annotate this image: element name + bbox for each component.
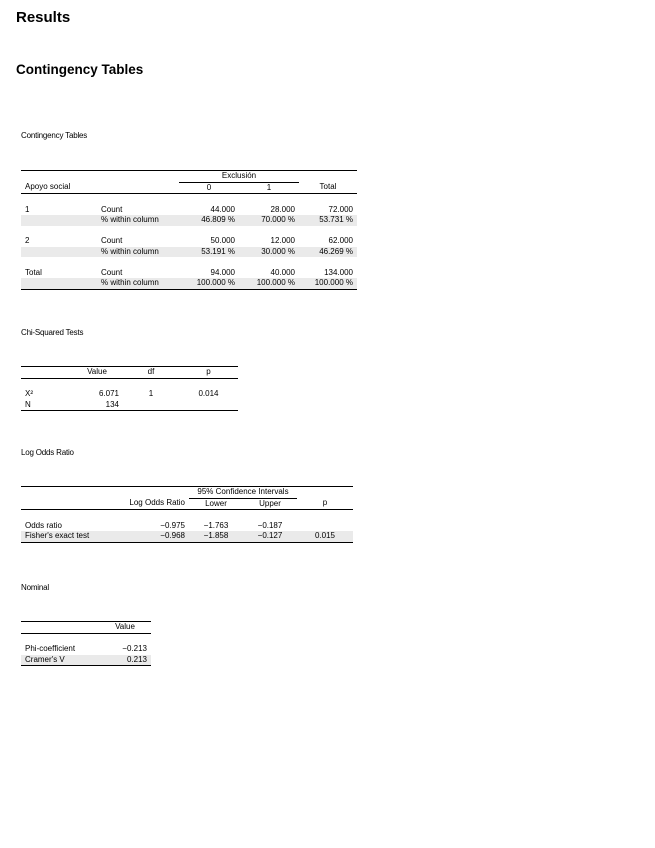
table-row: Phi-coefficient −0.213 [25,644,147,653]
table-row: 2 Count 50.000 12.000 62.000 [25,236,353,245]
logodds-table: 95% Confidence Intervals Log Odds Ratio Lower Upper p Odds ratio −0.975 −1.763 −0.187 Fisher's exact test −0.968 −1.858 −0.127 0.015 [21,486,353,543]
table-row: N 134 [25,399,119,409]
col-header-1: 1 [239,182,299,194]
nominal-table: Value Phi-coefficient −0.213 Cramer's V 0.213 [21,621,151,666]
table-row: Cramer's V 0.213 [21,655,151,666]
section-title: Contingency Tables [16,62,144,77]
col-header-total: Total [299,182,357,194]
nominal-caption: Nominal [21,583,49,592]
page-title: Results [16,9,71,26]
table-row: % within column 100.000 % 100.000 % 100.000 % [21,278,357,289]
row-var-header: Apoyo social [21,182,97,194]
contingency-caption: Contingency Tables [21,131,88,140]
col-header-0: 0 [179,182,239,194]
table-row: % within column 46.809 % 70.000 % 53.731 % [21,215,357,226]
table-row: Fisher's exact test −0.968 −1.858 −0.127 0.015 [21,531,353,542]
table-row: 1 Count 44.000 28.000 72.000 [25,204,353,214]
table-row: X² 6.071 1 0.014 [25,389,219,398]
contingency-table [21,170,357,290]
logodds-caption: Log Odds Ratio [21,448,74,457]
chisq-caption: Chi-Squared Tests [21,328,84,337]
spanner-exclusion: Exclusión [179,171,299,183]
table-row: Odds ratio −0.975 −1.763 −0.187 [25,520,283,530]
table-row: Total Count 94.000 40.000 134.000 [25,267,353,277]
spanner-ci: 95% Confidence Intervals [189,487,297,499]
table-row: % within column 53.191 % 30.000 % 46.269 % [21,247,357,258]
chisq-table: Value df p X² 6.071 1 0.014 N 134 [21,366,238,411]
